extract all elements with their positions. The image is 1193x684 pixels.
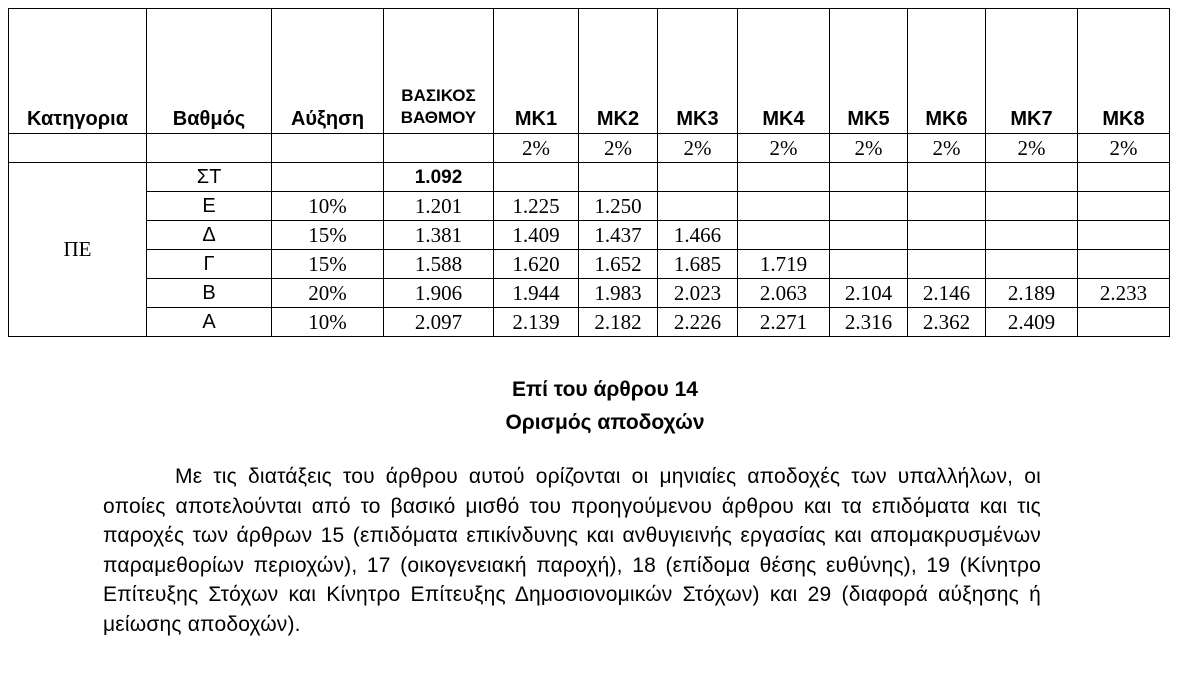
mk-cell [908,163,986,192]
mk2-percent: 2% [579,134,658,163]
mk-cell: 1.719 [738,250,830,279]
mk-cell [830,250,908,279]
header-mk4: ΜΚ4 [738,9,830,134]
mk-cell: 2.271 [738,308,830,337]
mk-cell [830,221,908,250]
table-row [9,163,1170,192]
mk-cell [738,192,830,221]
mk8-percent: 2% [1078,134,1170,163]
grade-cell: Δ [147,221,272,250]
empty-cell [9,134,147,163]
mk-cell: 1.466 [658,221,738,250]
empty-cell [147,134,272,163]
header-mk6: ΜΚ6 [908,9,986,134]
table-row [9,221,1170,250]
header-mk1: ΜΚ1 [494,9,579,134]
mk-cell: 2.362 [908,308,986,337]
mk7-percent: 2% [986,134,1078,163]
table-row [9,192,1170,221]
mk-cell: 1.250 [579,192,658,221]
grade-cell: Α [147,308,272,337]
mk-cell [1078,221,1170,250]
mk-cell [738,163,830,192]
mk-cell [908,192,986,221]
mk-cell [986,250,1078,279]
header-grade: Βαθμός [147,9,272,134]
empty-cell [384,134,494,163]
header-category: Κατηγορια [9,9,147,134]
mk-cell: 1.620 [494,250,579,279]
mk-cell [658,192,738,221]
mk-cell [658,163,738,192]
mk-cell: 1.409 [494,221,579,250]
mk-cell [908,221,986,250]
mk-cell: 1.437 [579,221,658,250]
mk-cell: 1.225 [494,192,579,221]
mk1-percent: 2% [494,134,579,163]
mk-cell [1078,308,1170,337]
section-subheading: Ορισμός αποδοχών [505,411,705,434]
header-mk8: ΜΚ8 [1078,9,1170,134]
basic-salary-cell: 1.201 [384,192,494,221]
mk-cell: 2.316 [830,308,908,337]
table-row [9,279,1170,308]
header-mk7: ΜΚ7 [986,9,1078,134]
mk-cell: 1.652 [579,250,658,279]
mk-cell [986,221,1078,250]
header-basic-line1: ΒΑΣΙΚΟΣ [401,85,476,105]
basic-salary-cell: 1.092 [384,163,494,192]
mk-cell [908,250,986,279]
grade-cell: Β [147,279,272,308]
header-increase: Αύξηση [272,9,384,134]
header-basic-line2: ΒΑΘΜΟΥ [400,107,477,127]
mk-cell [986,192,1078,221]
mk4-percent: 2% [738,134,830,163]
basic-salary-cell: 1.381 [384,221,494,250]
salary-table [8,8,1170,337]
mk-cell: 2.023 [658,279,738,308]
increase-cell: 20% [272,279,384,308]
table-row [9,308,1170,337]
header-mk5: ΜΚ5 [830,9,908,134]
increase-cell [272,163,384,192]
mk-cell: 2.139 [494,308,579,337]
mk-cell: 2.233 [1078,279,1170,308]
body-paragraph: Με τις διατάξεις του άρθρου αυτού ορίζονται οι μηνιαίες αποδοχές των υπαλλήλων, οι οποίες αποτελούνται από το βασικό μισθό του προηγούμενου άρθρου και τα επιδόματα και τις παροχές των άρθρων 15 (επιδόματα επικίνδυνης και ανθυγιεινής εργασίας και απομακρυσμένων παραμεθορίων περιοχών), 17 (οικογενειακή παροχή), 18 (επίδομα θέσης ευθύνης), 19 (Κίνητρο Επίτευξης Στόχων και Κίνητρο Επίτευξης Δημοσιονομικών Στόχων) και 29 (διαφορά αύξησης ή μείωσης αποδοχών). [103,465,1041,636]
mk-cell: 2.189 [986,279,1078,308]
grade-cell: Γ [147,250,272,279]
header-mk2: ΜΚ2 [579,9,658,134]
increase-cell: 10% [272,192,384,221]
header-mk3: ΜΚ3 [658,9,738,134]
basic-salary-cell: 2.097 [384,308,494,337]
mk-cell [1078,250,1170,279]
basic-salary-cell: 1.906 [384,279,494,308]
mk-cell: 2.063 [738,279,830,308]
mk-cell [1078,163,1170,192]
mk-cell: 2.146 [908,279,986,308]
grade-cell: ΣΤ [147,163,272,192]
mk-cell: 1.685 [658,250,738,279]
mk-cell [738,221,830,250]
table-row [9,250,1170,279]
mk-cell: 1.944 [494,279,579,308]
mk-cell [986,163,1078,192]
mk5-percent: 2% [830,134,908,163]
mk-cell: 2.104 [830,279,908,308]
mk-cell [830,192,908,221]
mk-cell [1078,192,1170,221]
mk-cell [494,163,579,192]
mk-cell [579,163,658,192]
mk-cell [830,163,908,192]
empty-cell [272,134,384,163]
mk6-percent: 2% [908,134,986,163]
basic-salary-cell: 1.588 [384,250,494,279]
grade-cell: Ε [147,192,272,221]
increase-cell: 15% [272,250,384,279]
section-heading: Επί του άρθρου 14 [512,378,698,401]
mk-cell: 2.409 [986,308,1078,337]
mk-cell: 2.226 [658,308,738,337]
increase-cell: 10% [272,308,384,337]
mk-cell: 2.182 [579,308,658,337]
mk3-percent: 2% [658,134,738,163]
percent-row [9,134,1170,163]
mk-cell: 1.983 [579,279,658,308]
category-cell: ΠΕ [9,163,147,337]
header-basic-salary [384,9,494,134]
header-row [9,9,1170,134]
increase-cell: 15% [272,221,384,250]
